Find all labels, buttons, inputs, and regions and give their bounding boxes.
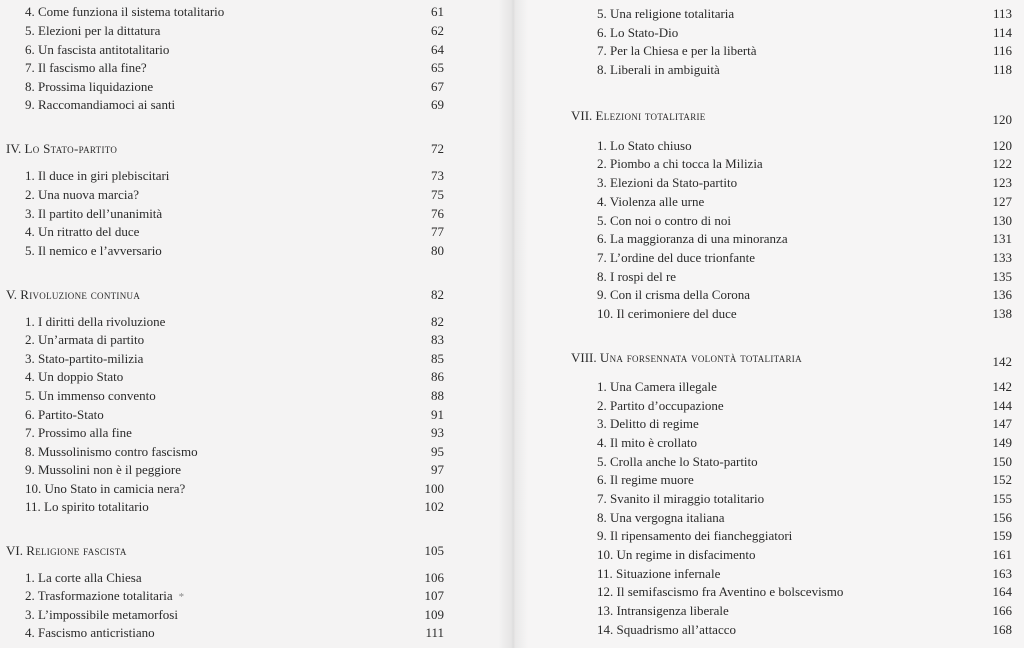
- entry-page: 150: [992, 454, 1012, 469]
- entry-title: 6. Partito-Stato: [25, 407, 104, 422]
- entry-title: 11. Lo spirito totalitario: [25, 499, 149, 514]
- entry-page: 85: [431, 351, 444, 366]
- entry-page: 75: [431, 187, 444, 202]
- toc-entry: [0, 331, 444, 349]
- entry-title: 8. Prossima liquidazione: [25, 79, 154, 94]
- entry-title: 2. Partito d’occupazione: [597, 398, 724, 413]
- toc-entry: [0, 3, 444, 21]
- entry-title: 3. Stato-partito-milizia: [25, 351, 144, 366]
- toc-entry: [512, 5, 1012, 23]
- entry-page: 147: [992, 416, 1012, 431]
- entry-page: 155: [992, 491, 1012, 506]
- toc-entry: [0, 624, 444, 642]
- entry-page: 107: [424, 588, 444, 603]
- entry-page: 138: [992, 306, 1012, 321]
- toc-entry: [512, 249, 1012, 267]
- chapter-number: V.: [6, 287, 17, 302]
- entry-title: 9. Mussolini non è il peggiore: [25, 462, 181, 477]
- entry-page: 102: [424, 499, 444, 514]
- toc-entry: [512, 602, 1012, 620]
- toc-entry: [512, 230, 1012, 248]
- toc-entry: [512, 286, 1012, 304]
- toc-entry: [512, 193, 1012, 211]
- chapter-number: IV.: [6, 141, 22, 156]
- toc-entry: [0, 167, 444, 185]
- entry-page: 95: [431, 444, 444, 459]
- toc-entry: [512, 155, 1012, 173]
- asterisk-mark: *: [178, 591, 185, 603]
- chapter-heading: [0, 542, 444, 560]
- entry-page: 69: [431, 97, 444, 112]
- entry-page: 88: [431, 388, 444, 403]
- toc-entry: [512, 453, 1012, 471]
- chapter-title: Religione fascista: [26, 543, 127, 558]
- entry-page: 161: [992, 547, 1012, 562]
- entry-title: 7. Prossimo alla fine: [25, 425, 132, 440]
- entry-title: 2. Trasformazione totalitaria: [25, 588, 173, 603]
- entry-title: 1. I diritti della rivoluzione: [25, 314, 166, 329]
- entry-title: 6. Un fascista antitotalitario: [25, 42, 170, 57]
- entry-title: 8. Una vergogna italiana: [597, 510, 725, 525]
- entry-page: 67: [431, 79, 444, 94]
- entry-title: 12. Il semifascismo fra Aventino e bolscevismo: [597, 584, 844, 599]
- entry-page: 164: [992, 584, 1012, 599]
- entry-page: 86: [431, 369, 444, 384]
- chapter-number: VI.: [6, 543, 23, 558]
- entry-page: 113: [992, 6, 1012, 21]
- toc-entry: [0, 96, 444, 114]
- entry-page: 131: [992, 231, 1012, 246]
- entry-page: 144: [992, 398, 1012, 413]
- chapter-number: VII.: [571, 108, 593, 123]
- toc-entry: [0, 480, 444, 498]
- entry-title: 4. Fascismo anticristiano: [25, 625, 155, 640]
- chapter-title: Rivoluzione continua: [20, 287, 141, 302]
- entry-page: 120: [992, 138, 1012, 153]
- entry-page: 118: [992, 62, 1012, 77]
- entry-title: 1. Lo Stato chiuso: [597, 138, 692, 153]
- toc-entry: [512, 621, 1012, 639]
- entry-page: 65: [431, 60, 444, 75]
- entry-page: 91: [431, 407, 444, 422]
- entry-title: 11. Situazione infernale: [597, 566, 721, 581]
- entry-title: 6. Il regime muore: [597, 472, 694, 487]
- entry-title: 7. L’ordine del duce trionfante: [597, 250, 755, 265]
- entry-page: 149: [992, 435, 1012, 450]
- toc-entry: [0, 569, 444, 587]
- entry-page: 111: [425, 625, 444, 640]
- toc-entry: [512, 490, 1012, 508]
- chapter-page: 82: [431, 287, 444, 302]
- toc-entry: [0, 606, 444, 624]
- toc-entry: [0, 424, 444, 442]
- entry-page: 142: [992, 379, 1012, 394]
- entry-title: 8. Liberali in ambiguità: [597, 62, 720, 77]
- entry-page: 166: [992, 603, 1012, 618]
- chapter-page: 105: [424, 543, 444, 558]
- entry-page: 122: [992, 156, 1012, 171]
- entry-title: 7. Svanito il miraggio totalitario: [597, 491, 765, 506]
- toc-entry: [0, 350, 444, 368]
- entry-title: 6. Lo Stato-Dio: [597, 25, 679, 40]
- entry-page: 133: [992, 250, 1012, 265]
- toc-entry: [512, 305, 1012, 323]
- entry-title: 2. Piombo a chi tocca la Milizia: [597, 156, 763, 171]
- entry-title: 5. Un immenso convento: [25, 388, 156, 403]
- book-gutter: [498, 0, 528, 648]
- chapter-title: Elezioni totalitarie: [595, 108, 706, 123]
- entry-page: 82: [431, 314, 444, 329]
- toc-entry: [0, 59, 444, 77]
- chapter-heading: [512, 107, 1012, 125]
- entry-page: 83: [431, 332, 444, 347]
- chapter-page: 72: [431, 141, 444, 156]
- toc-entry: [512, 434, 1012, 452]
- entry-page: 114: [992, 25, 1012, 40]
- chapter-heading: [0, 140, 444, 158]
- entry-title: 5. Una religione totalitaria: [597, 6, 735, 21]
- toc-entry: [0, 41, 444, 59]
- toc-entry: [512, 24, 1012, 42]
- entry-title: 3. Il partito dell’unanimità: [25, 206, 163, 221]
- toc-entry: [512, 471, 1012, 489]
- entry-title: 3. Elezioni da Stato-partito: [597, 175, 738, 190]
- entry-title: 8. I rospi del re: [597, 269, 677, 284]
- entry-title: 1. Il duce in giri plebiscitari: [25, 168, 170, 183]
- entry-title: 5. Crolla anche lo Stato-partito: [597, 454, 758, 469]
- entry-title: 1. La corte alla Chiesa: [25, 570, 142, 585]
- toc-entry: [0, 406, 444, 424]
- entry-page: 136: [992, 287, 1012, 302]
- toc-entry: [0, 498, 444, 516]
- entry-title: 13. Intransigenza liberale: [597, 603, 729, 618]
- chapter-title: Una forsennata volontà totalitaria: [599, 350, 802, 365]
- entry-title: 4. Il mito è crollato: [597, 435, 698, 450]
- entry-page: 159: [992, 528, 1012, 543]
- entry-title: 10. Uno Stato in camicia nera?: [25, 481, 186, 496]
- toc-entry: [0, 587, 444, 605]
- entry-page: 97: [431, 462, 444, 477]
- entry-page: 168: [992, 622, 1012, 637]
- entry-title: 3. L’impossibile metamorfosi: [25, 607, 178, 622]
- entry-title: 7. Per la Chiesa e per la libertà: [597, 43, 757, 58]
- entry-page: 109: [424, 607, 444, 622]
- toc-entry: [0, 368, 444, 386]
- entry-title: 3. Delitto di regime: [597, 416, 699, 431]
- entry-page: 73: [431, 168, 444, 183]
- chapter-number: VIII.: [571, 350, 597, 365]
- entry-title: 6. La maggioranza di una minoranza: [597, 231, 788, 246]
- toc-entry: [0, 78, 444, 96]
- entry-page: 76: [431, 206, 444, 221]
- entry-title: 8. Mussolinismo contro fascismo: [25, 444, 198, 459]
- entry-page: 163: [992, 566, 1012, 581]
- toc-entry: [512, 565, 1012, 583]
- toc-entry: [512, 415, 1012, 433]
- chapter-heading: [512, 349, 1012, 367]
- entry-title: 5. Con noi o contro di noi: [597, 213, 731, 228]
- entry-page: 135: [992, 269, 1012, 284]
- entry-title: 2. Una nuova marcia?: [25, 187, 140, 202]
- entry-page: 152: [992, 472, 1012, 487]
- entry-title: 9. Il ripensamento dei fiancheggiatori: [597, 528, 793, 543]
- entry-title: 4. Violenza alle urne: [597, 194, 705, 209]
- toc-entry: [512, 137, 1012, 155]
- entry-page: 80: [431, 243, 444, 258]
- entry-title: 10. Un regime in disfacimento: [597, 547, 756, 562]
- entry-title: 9. Con il crisma della Corona: [597, 287, 751, 302]
- chapter-page: 120: [992, 112, 1012, 127]
- entry-page: 156: [992, 510, 1012, 525]
- right-page: [512, 0, 1024, 648]
- entry-page: 123: [992, 175, 1012, 190]
- toc-entry: [512, 527, 1012, 545]
- chapter-heading: [0, 286, 444, 304]
- toc-entry: [0, 223, 444, 241]
- entry-title: 1. Una Camera illegale: [597, 379, 717, 394]
- entry-page: 106: [424, 570, 444, 585]
- toc-entry: [512, 174, 1012, 192]
- entry-title: 9. Raccomandiamoci ai santi: [25, 97, 176, 112]
- entry-title: 7. Il fascismo alla fine?: [25, 60, 147, 75]
- entry-page: 100: [424, 481, 444, 496]
- entry-page: 93: [431, 425, 444, 440]
- entry-title: 4. Come funziona il sistema totalitario: [25, 4, 225, 19]
- entry-page: 77: [431, 224, 444, 239]
- entry-page: 64: [431, 42, 444, 57]
- toc-entry: [512, 546, 1012, 564]
- entry-title: 5. Il nemico e l’avversario: [25, 243, 162, 258]
- entry-page: 62: [431, 23, 444, 38]
- toc-entry: [0, 313, 444, 331]
- entry-page: 127: [992, 194, 1012, 209]
- toc-entry: [512, 583, 1012, 601]
- chapter-title: Lo Stato-partito: [24, 141, 118, 156]
- toc-entry: [0, 205, 444, 223]
- chapter-page: 142: [992, 354, 1012, 369]
- entry-page: 116: [992, 43, 1012, 58]
- entry-title: 4. Un ritratto del duce: [25, 224, 140, 239]
- toc-entry: [0, 186, 444, 204]
- toc-entry: [512, 509, 1012, 527]
- toc-entry: [0, 387, 444, 405]
- toc-entry: [512, 268, 1012, 286]
- entry-title: 5. Elezioni per la dittatura: [25, 23, 161, 38]
- toc-entry: [512, 42, 1012, 60]
- toc-entry: [512, 212, 1012, 230]
- toc-entry: [0, 443, 444, 461]
- entry-page: 61: [431, 4, 444, 19]
- entry-title: 2. Un’armata di partito: [25, 332, 145, 347]
- entry-page: 130: [992, 213, 1012, 228]
- entry-title: 14. Squadrismo all’attacco: [597, 622, 736, 637]
- toc-entry: [512, 378, 1012, 396]
- entry-title: 4. Un doppio Stato: [25, 369, 124, 384]
- entry-title: 10. Il cerimoniere del duce: [597, 306, 737, 321]
- toc-entry: [0, 22, 444, 40]
- toc-entry: [512, 397, 1012, 415]
- toc-entry: [0, 242, 444, 260]
- toc-entry: [512, 61, 1012, 79]
- toc-entry: [0, 461, 444, 479]
